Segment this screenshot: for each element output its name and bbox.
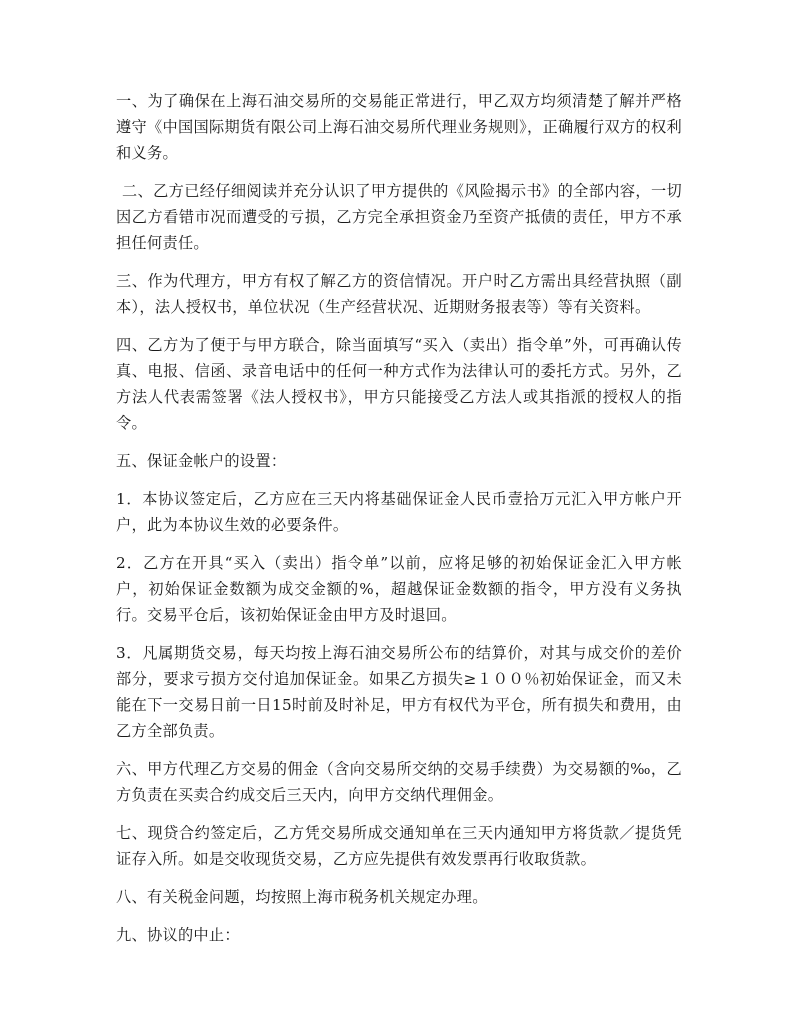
clause-7: 七、现贷合约签定后，乙方凭交易所成交通知单在三天内通知甲方将货款／提货凭证存入所。如是交收现货交易，乙方应先提供有效发票再行收取货款。: [116, 824, 682, 868]
clause-5-item-3: 3．凡属期货交易，每天均按上海石油交易所公布的结算价，对其与成交价的差价部分，要求亏损方交付追加保证金。如果乙方损失≥１００％初始保证金，而又未能在下一交易日前一日15时前及时补足，甲方有权代为平仓，所有损失和费用，由乙方全部负责。: [116, 644, 682, 740]
document-body: [116, 88, 682, 960]
clause-8: 八、有关税金问题，均按照上海市税务机关规定办理。: [116, 888, 488, 906]
clause-5-item-2: 2．乙方在开具“买入（卖出）指令单”以前，应将足够的初始保证金汇入甲方帐户，初始保证金数额为成交金额的%，超越保证金数额的指令，甲方没有义务执行。交易平仓后，该初始保证金由甲方及时退回。: [116, 554, 682, 624]
clause-2: 二、乙方已经仔细阅读并充分认识了甲方提供的《风险揭示书》的全部内容，一切因乙方看错市况而遭受的亏损，乙方完全承担资金乃至资产抵债的责任，甲方不承担任何责任。: [116, 182, 682, 252]
clause-6: 六、甲方代理乙方交易的佣金（含向交易所交纳的交易手续费）为交易额的‰，乙方负责在买卖合约成交后三天内，向甲方交纳代理佣金。: [116, 760, 682, 804]
clause-5-heading: 五、保证金帐户的设置：: [116, 452, 287, 470]
clause-1: 一、为了确保在上海石油交易所的交易能正常进行，甲乙双方均须清楚了解并严格遵守《中国国际期货有限公司上海石油交易所代理业务规则》，正确履行双方的权利和义务。: [116, 92, 682, 162]
clause-3: 三、作为代理方，甲方有权了解乙方的资信情况。开户时乙方需出具经营执照（副本），法人授权书，单位状况（生产经营状况、近期财务报表等）等有关资料。: [116, 272, 682, 316]
clause-9-heading: 九、协议的中止：: [116, 926, 240, 944]
clause-4: 四、乙方为了便于与甲方联合，除当面填写“买入（卖出）指令单”外，可再确认传真、电报、信函、录音电话中的任何一种方式作为法律认可的委托方式。另外，乙方法人代表需签署《法人授权书》，甲方只能接受乙方法人或其指派的授权人的指令。: [116, 336, 682, 432]
clause-5-item-1: 1．本协议签定后，乙方应在三天内将基础保证金人民币壹拾万元汇入甲方帐户开户，此为本协议生效的必要条件。: [116, 490, 682, 534]
